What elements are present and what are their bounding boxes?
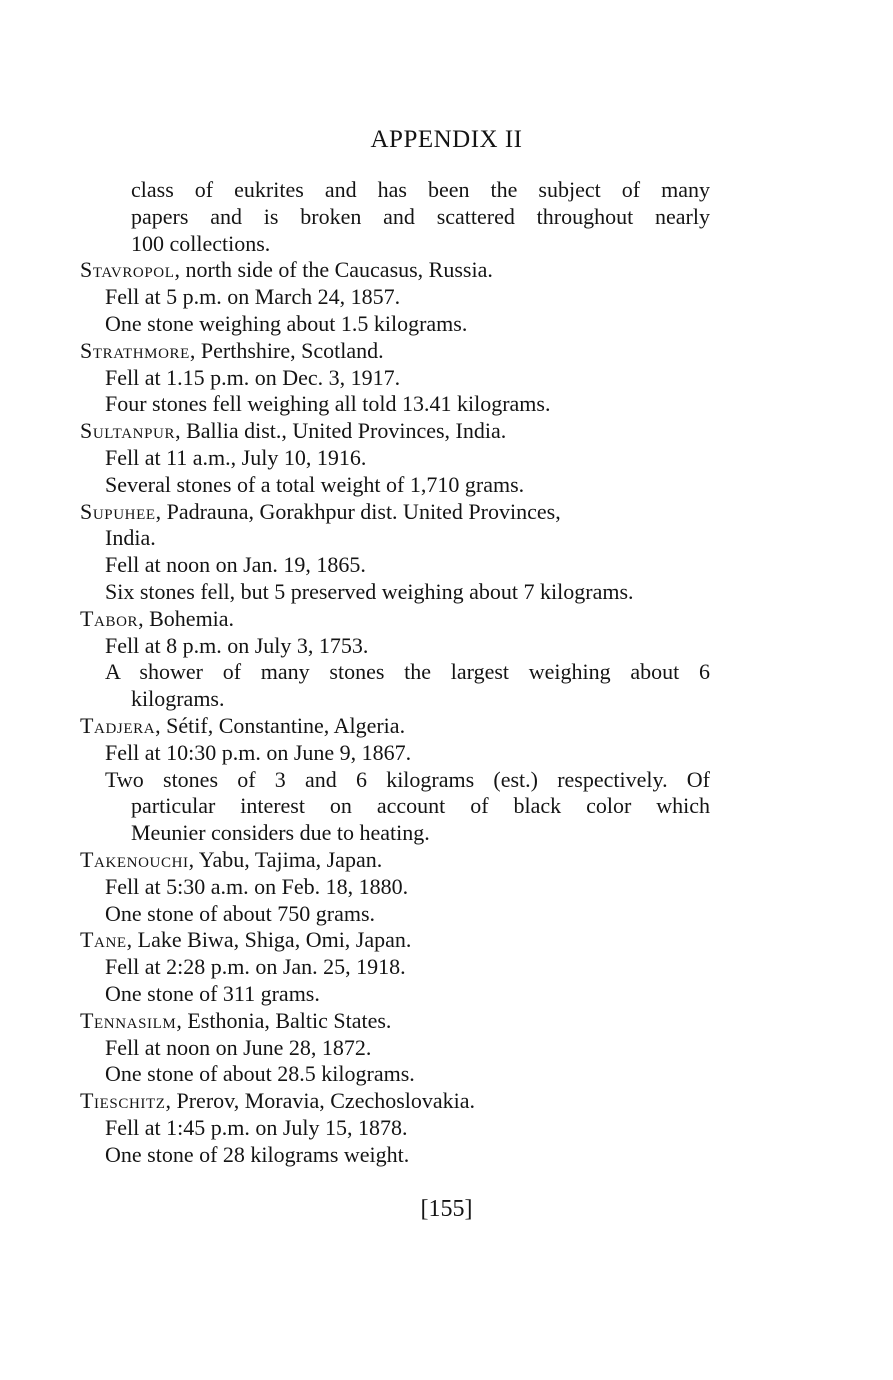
- entry-heading: [80, 927, 710, 954]
- meteorite-location: , Padrauna, Gorakhpur dist. United Provinces,: [155, 498, 561, 524]
- meteorite-location: , Esthonia, Baltic States.: [176, 1007, 392, 1033]
- meteorite-location: , Prerov, Moravia, Czechoslovakia.: [165, 1088, 476, 1114]
- entry-heading: [80, 1088, 710, 1115]
- entry-heading: [80, 713, 710, 740]
- continuation-line: class of eukrites and has been the subject of many: [131, 177, 710, 202]
- meteorite-name: Supuhee: [80, 498, 156, 524]
- meteorite-name: Strathmore: [80, 337, 190, 363]
- entry-heading: [80, 338, 710, 365]
- entry-heading: [80, 1008, 710, 1035]
- entry-detail: One stone of about 28.5 kilograms.: [105, 1061, 415, 1087]
- meteorite-location: , Yabu, Tajima, Japan.: [188, 846, 383, 872]
- entry-detail: Fell at 10:30 p.m. on June 9, 1867.: [105, 739, 412, 765]
- entry-detail: Several stones of a total weight of 1,710 grams.: [105, 471, 525, 497]
- meteorite-name: Tennasilm: [80, 1007, 177, 1033]
- continuation-line: 100 collections.: [131, 230, 271, 256]
- entry-detail-continued: Meunier considers due to heating.: [131, 820, 430, 846]
- page-heading: APPENDIX II: [370, 126, 523, 153]
- entry-detail-continued: kilograms.: [131, 686, 225, 712]
- meteorite-location: , Lake Biwa, Shiga, Omi, Japan.: [126, 927, 412, 953]
- page-number: [155]: [420, 1196, 473, 1222]
- entry-detail: Fell at 2:28 p.m. on Jan. 25, 1918.: [105, 954, 406, 980]
- entry-heading: [80, 499, 710, 526]
- meteorite-location-continued: India.: [105, 525, 156, 551]
- meteorite-name: Tadjera: [80, 712, 156, 738]
- entry-heading: [80, 847, 710, 874]
- entry-detail: One stone of about 750 grams.: [105, 900, 376, 926]
- meteorite-name: Tieschitz: [80, 1088, 166, 1114]
- entry-detail: Fell at 5 p.m. on March 24, 1857.: [105, 284, 401, 310]
- entry-detail-continued: particular interest on account of black color which: [131, 793, 710, 819]
- entry-detail: Fell at 11 a.m., July 10, 1916.: [105, 444, 367, 470]
- meteorite-name: Tabor: [80, 605, 139, 631]
- entry-heading: [80, 418, 710, 445]
- meteorite-location: , north side of the Caucasus, Russia.: [174, 257, 493, 283]
- entry-detail: One stone of 28 kilograms weight.: [105, 1141, 410, 1167]
- entry-heading: [80, 606, 710, 633]
- entry-detail: Fell at 5:30 a.m. on Feb. 18, 1880.: [105, 873, 409, 899]
- entry-detail: Fell at noon on June 28, 1872.: [105, 1034, 372, 1060]
- entry-detail: Fell at noon on Jan. 19, 1865.: [105, 552, 366, 578]
- entries-container: [80, 257, 710, 1168]
- meteorite-list: [80, 177, 710, 1168]
- entry-detail: Two stones of 3 and 6 kilograms (est.) respectively. Of: [105, 766, 710, 792]
- entry-detail: One stone weighing about 1.5 kilograms.: [105, 310, 468, 336]
- meteorite-location: , Sétif, Constantine, Algeria.: [155, 712, 406, 738]
- entry-detail: One stone of 311 grams.: [105, 980, 320, 1006]
- entry-detail: Four stones fell weighing all told 13.41 kilograms.: [105, 391, 551, 417]
- continuation-line: papers and is broken and scattered throughout nearly: [131, 203, 710, 229]
- entry-detail: Fell at 8 p.m. on July 3, 1753.: [105, 632, 369, 658]
- meteorite-location: , Perthshire, Scotland.: [189, 337, 384, 363]
- entry-detail: A shower of many stones the largest weighing about 6: [105, 659, 710, 685]
- meteorite-location: , Bohemia.: [138, 605, 235, 631]
- entry-detail: Six stones fell, but 5 preserved weighing about 7 kilograms.: [105, 578, 634, 604]
- entry-detail: Fell at 1:45 p.m. on July 15, 1878.: [105, 1114, 408, 1140]
- meteorite-name: Takenouchi: [80, 846, 189, 872]
- entry-detail: Fell at 1.15 p.m. on Dec. 3, 1917.: [105, 364, 401, 390]
- meteorite-name: Stavropol: [80, 257, 175, 283]
- meteorite-name: Tane: [80, 927, 127, 953]
- meteorite-name: Sultanpur: [80, 418, 176, 444]
- entry-heading: [80, 257, 710, 284]
- meteorite-location: , Ballia dist., United Provinces, India.: [175, 418, 507, 444]
